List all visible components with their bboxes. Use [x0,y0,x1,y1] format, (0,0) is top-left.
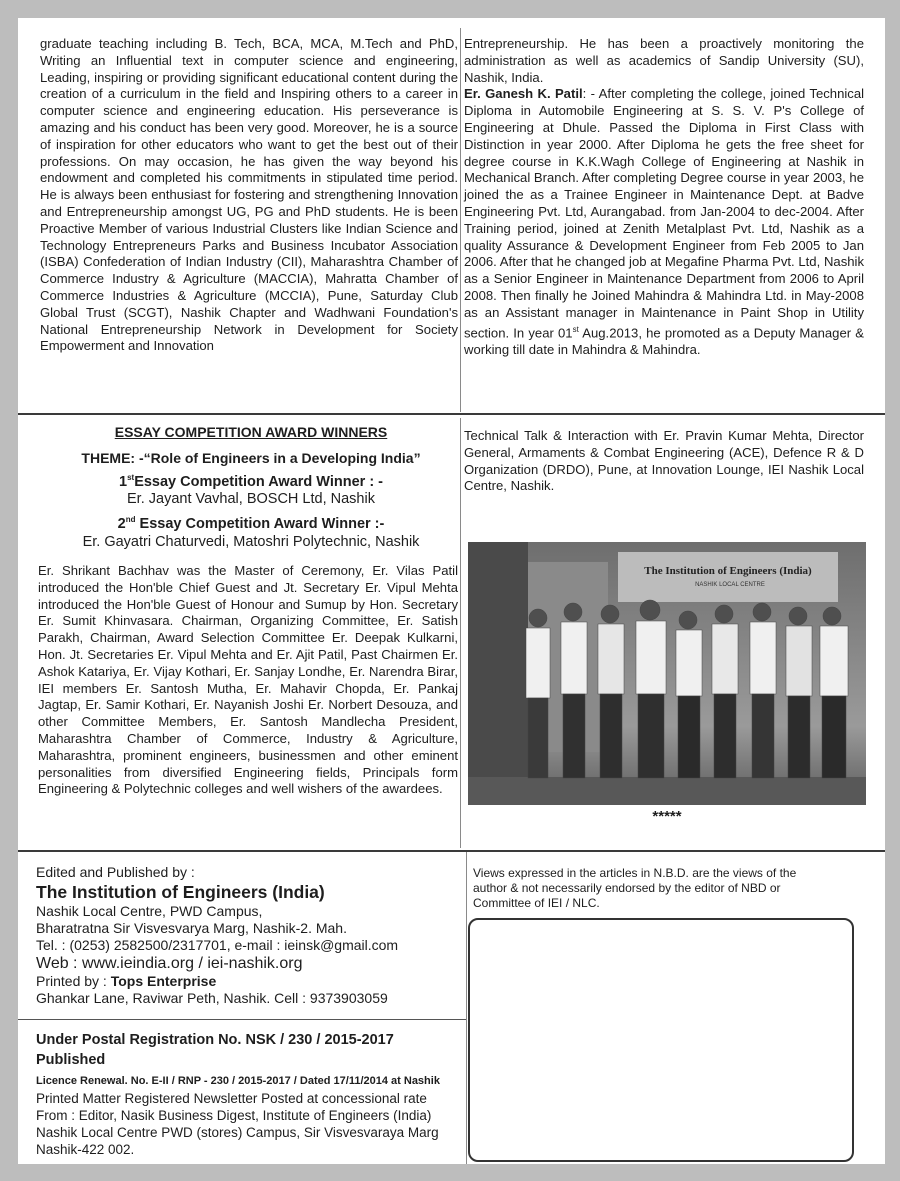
publisher-address-1: Nashik Local Centre, PWD Campus, [36,903,263,919]
second-award-num: 2 [117,515,126,532]
section-divider-1 [18,413,885,415]
ceremony-column [38,563,458,798]
first-award-sup: st [127,473,135,482]
edited-by: Edited and Published by : [36,864,195,880]
essay-theme: THEME: -“Role of Engineers in a Developing India” [81,450,421,466]
photo-sign-line1: The Institution of Engineers (India) [644,565,812,577]
ganesh-text-1: : - After completing the college, joined Technical Diploma in Automobile Engineering at S. S. V. P's College of Engineering at Dhule. Passed the Diploma in First Class with Distinction in year 2000. After Diploma he gets the free sheet for degree course in K.K.Wagh College of Engineering at Nashik in Mechanical Branch. After completing Degree course in year 2003, he joined the as a Trainee Engineer in Maintenance Dept. at Badve Engineering Pvt. Ltd, Aurangabad. from Jan-2004 to dec-2004. After Training period, joined at Zenith Metalplast Pvt. Ltd, Nashik as a quality Assurance & Development Engineer from Feb 2005 to Jan 2006. After that he changed job at Megafine Pharma Pvt. Ltd, Nashik as a Senior Engineer in Maintenance Department from 2006 to April 2008. Then finally he Joined Mahindra & Mahindra Ltd. in May-2008 as an Assistant manager in Maintenance in Paint Shop in Utility section. In year 01 [464,86,865,340]
printer-address: Ghankar Lane, Raviwar Peth, Nashik. Cell : 9373903059 [36,990,388,1006]
second-award-label [38,515,464,532]
postal-licence: Licence Renewal. No. E-II / RNP - 230 / 2015-2017 / Dated 17/11/2014 at Nashik [36,1075,440,1087]
printed-by-label: Printed by : [36,973,111,989]
newsletter-page [18,18,885,1164]
publisher-web: Web : www.ieindia.org / iei-nashik.org [36,955,303,972]
second-award-winner: Er. Gayatri Chaturvedi, Matoshri Polytechnic, Nashik [82,534,420,550]
first-award-num: 1 [118,473,128,490]
publisher-org: The Institution of Engineers (India) [36,882,325,902]
profile-text: graduate teaching including B. Tech, BCA, MCA, M.Tech and PhD, Writing an Influential text in computer science and engineering, Leading, inspiring or providing significant educational content during the creation of a curriculum in the field and Inspiring others to a career in computer science and engineering education. His perseverance is amazing and his conduct has been very good. Moreover, he is a source of inspiration for other educators who want to get the best out of their professions. On may occasion, he has given the way beyond his endowment and completed his commitments in stipulated time period. He is always been enthusiast for fostering and strengthening Innovation and Entrepreneurship amongst UG, PG and PhD students. He is been Proactive Member of various Industrial Clusters like Indian Science and Technology Entrepreneurs Parks and Business Incubator Association (ISBA) Confederation of Indian Industry (CII), Maharashtra Chamber of Commerce Industry & Agriculture (MACCIA), Mahratta Chamber of Commerce Industries & Agriculture (MCCIA), Pune, Saturday Club Global Trust (SCGT), Nashik Chapter and Wadhwani Foundation's National Entrepreneurship Network in Development for Society Empowerment and Innovation [40,36,458,354]
column-divider-footer [466,852,467,1164]
publisher-address-2: Bharatratna Sir Visvesvarya Marg, Nashik-2. Mah. [36,920,347,936]
publisher-block [36,864,466,1007]
right-top-column [464,36,864,359]
ganesh-profile [464,86,864,358]
first-award-text: Essay Competition Award Winner : - [134,473,384,490]
ganesh-text-2: Aug.2013, he promoted as a Deputy Manager & working till date in Mahindra & Mahindra. [464,324,864,357]
photo-sign-line2: NASHIK LOCAL CENTRE [695,582,765,588]
ceremony-text: Er. Shrikant Bachhav was the Master of Ceremony, Er. Vilas Patil introduced the Hon'ble Chief Guest and Jt. Secretary Er. Vipul Mehta introduced the Hon'ble Guest of Honour and Sumup by Hon. Secretary Er. Sumit Khinvasara. Chairman, Organizing Committee, Er. Satish Parakh, Chairman, Award Selection Committee Er. Deepak Kulkarni, Hon. Jt. Secretaries Er. Vipul Mehta and Er. Ajit Patil, Past Chairmen Er. Ashok Katariya, Er. Vijay Kothari, Er. Sanjay Londhe, Er. Narendra Birar, IEI members Er. Santosh Mutha, Er. Mahavir Chopda, Er. Pankaj Jagtap, Er. Samir Kothari, Er. Nayanish Joshi Er. Norbert Desouza, and other Committee Members, Er. Santosh Mandlecha President, Maharashtra Chamber of Commerce, Industry & Agriculture, Maharashtra, prominent engineers, businessmen and other eminent personalities from diversified Engineering fields, Principals form Engineering & Polytechnic colleges and well wishers of the awardees. [38,563,458,797]
postal-line-2: From : Editor, Nasik Business Digest, Institute of Engineers (India) [36,1108,432,1123]
column-divider-top [460,28,461,412]
postal-line-1: Printed Matter Registered Newsletter Posted at concessional rate [36,1091,427,1106]
first-award-winner: Er. Jayant Vavhal, BOSCH Ltd, Nashik [127,491,375,507]
disclaimer-text: Views expressed in the articles in N.B.D. are the views of the author & not necessarily endorsed by the editor of NBD or Committee of IEI / NLC. [473,866,797,910]
first-award-label [38,473,464,490]
technical-talk-text: Technical Talk & Interaction with Er. Pravin Kumar Mehta, Director General, Armaments & Combat Engineering (ACE), Defence R & D Organization (DRDO), Pune, at Innovation Lounge, IEI Nashik Local Centre, Nashik. [464,428,864,494]
column-divider-middle [460,418,461,848]
section-end-stars: ***** [652,808,682,825]
postal-line-3: Nashik Local Centre PWD (stores) Campus, Sir Visvesvaraya Marg [36,1125,439,1140]
group-photo [468,542,866,805]
left-top-column [40,36,458,355]
profile-intro: Entrepreneurship. He has been a proactively monitoring the administration as well as academics of Sandip University (SU), Nashik, India. [464,36,864,85]
second-award-text: Essay Competition Award Winner :- [135,515,385,532]
second-award-sup: nd [125,515,136,524]
ganesh-sup: st [572,324,579,334]
postal-block [36,1030,466,1158]
postal-title: Under Postal Registration No. NSK / 230 / 2015-2017 Published [36,1032,394,1068]
address-box [468,918,854,1162]
printer-name: Tops Enterprise [110,973,217,989]
postal-line-4: Nashik-422 002. [36,1142,135,1157]
publisher-contact: Tel. : (0253) 2582500/2317701, e-mail : ieinsk@gmail.com [36,937,399,953]
printed-by [36,973,466,990]
section-divider-2 [18,850,885,852]
ganesh-name: Er. Ganesh K. Patil [464,86,583,102]
essay-title: ESSAY COMPETITION AWARD WINNERS [114,424,388,440]
footer-left-divider [18,1019,466,1020]
technical-talk-column [464,428,864,495]
